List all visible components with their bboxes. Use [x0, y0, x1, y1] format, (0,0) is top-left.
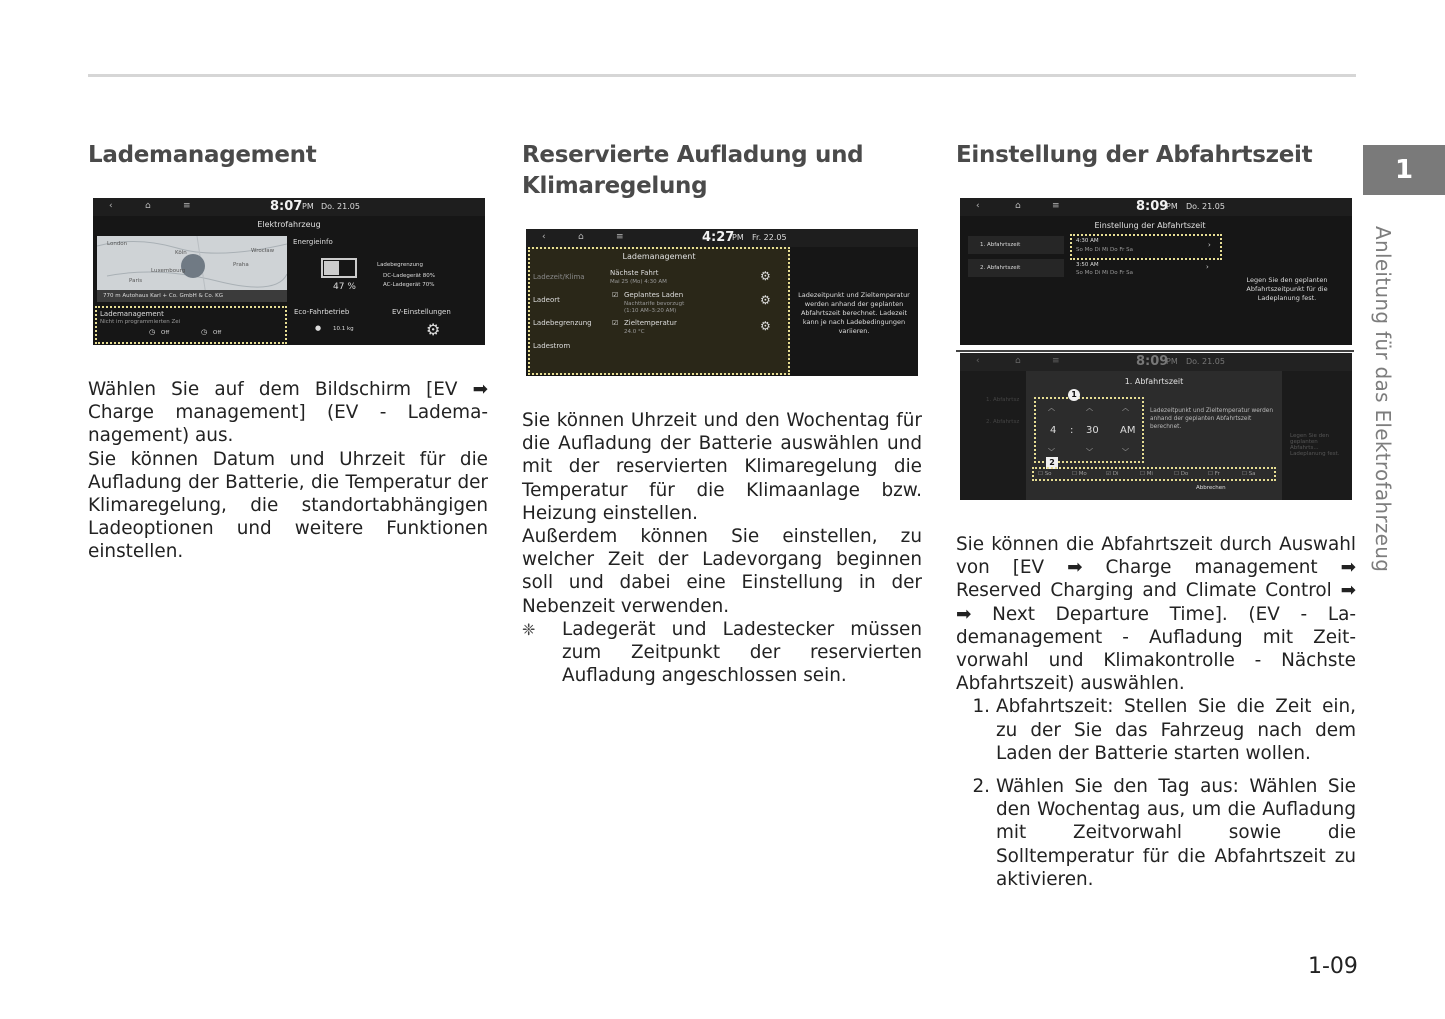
step-text: Abfahrtszeit: Stellen Sie die Zeit ein, zu der Sie das Fahrzeug nach dem Laden der Batterie starten wollen. — [996, 696, 1356, 764]
map-label: Köln — [175, 250, 187, 256]
up-arrow-icon[interactable]: ︿ — [1048, 404, 1055, 412]
info-text: Legen Sie den geplanten Abfahrtszeitpunkt für die Ladeplanung fest. — [1246, 276, 1328, 302]
departure-item-2[interactable] — [968, 259, 1064, 277]
section-lademanagement — [88, 140, 488, 171]
item-label: 1. Abfahrtszeit — [980, 242, 1021, 248]
dc-limit: DC-Ladegerät 80% — [383, 273, 436, 279]
clock-date: Do. 21.05 — [321, 202, 360, 211]
day-checkbox[interactable]: ☐ Fr — [1208, 471, 1220, 477]
up-arrow-icon[interactable]: ︿ — [1122, 404, 1129, 412]
map-label: Luxembourg — [151, 268, 186, 274]
target-temp-label: Zieltemperatur — [624, 319, 677, 327]
body-abfahrtszeit — [956, 533, 1356, 891]
menu-item-charge-limit[interactable]: Ladebegrenzung — [533, 319, 592, 327]
timer-icon: ◷ — [149, 328, 156, 336]
day-label: Fr — [1214, 471, 1220, 477]
planned-charge-time: (1:10 AM–3:20 AM) — [624, 308, 677, 314]
step-number: 2. — [972, 776, 990, 798]
climate-off: Off — [213, 330, 222, 336]
screenshot-abfahrtszeit-edit — [960, 353, 1352, 500]
clock-ampm: PM — [1166, 202, 1178, 211]
time-picker-dialog — [1026, 371, 1282, 500]
day-label: Mo — [1078, 471, 1087, 477]
background-info: Legen Sie den geplanten Abfahrts... Ladeplanung fest. — [1290, 433, 1340, 457]
menu-icon[interactable]: ≡ — [616, 232, 624, 242]
map-label: London — [107, 241, 128, 247]
hour-value[interactable]: 4 — [1050, 425, 1057, 436]
step-text: Wählen Sie den Tag aus: Wählen Sie den Wochentag aus, um die Aufladung mit Zeitvorwahl sowie die Solltemperatur für die Abfahrtszeit zu aktivieren. — [996, 776, 1356, 890]
screenshot-divider — [956, 350, 1354, 352]
clock-date: Do. 21.05 — [1186, 357, 1225, 366]
marker-2: 2 — [1046, 457, 1058, 469]
paragraph: Sie können die Abfahrtszeit durch Auswahl von [EV ➡ Charge management ➡ Reserved Charging and Climate Control ➡ ➡ Next Departure Time]. (EV - Lademanagement - Aufladung mit Zeitvorwahl und Klimakontrolle - Nächste Abfahrtszeit) auswählen. — [956, 534, 1356, 695]
checkbox-icon[interactable]: ☑ — [612, 319, 619, 327]
step-item — [956, 695, 1356, 765]
gear-icon[interactable]: ⚙ — [760, 319, 771, 333]
gear-icon[interactable]: ⚙ — [760, 293, 771, 307]
background-item: 2. Abfahrtsz — [986, 419, 1020, 425]
background-item: 1. Abfahrtsz — [986, 397, 1020, 403]
map-label: Wrocław — [251, 248, 275, 254]
note — [522, 618, 922, 688]
time-separator: : — [1070, 425, 1074, 436]
timer-off: Off — [161, 330, 170, 336]
tile-sub: Nicht im programmierten Zei — [100, 319, 181, 325]
screenshot-elektrofahrzeug — [93, 198, 485, 345]
departure-item-1[interactable] — [968, 236, 1064, 254]
back-icon[interactable]: ‹ — [542, 232, 546, 242]
down-arrow-icon[interactable]: ﹀ — [1122, 448, 1129, 456]
departure-time: 4:30 AM — [1076, 238, 1099, 244]
day-label: Mi — [1146, 471, 1153, 477]
screen-title: Elektrofahrzeug — [257, 220, 321, 229]
home-icon[interactable]: ⌂ — [1015, 356, 1021, 366]
weekday-selector[interactable] — [1032, 467, 1276, 481]
menu-icon[interactable]: ≡ — [1052, 356, 1060, 366]
note-text: Ladegerät und Ladestecker müssen zum Zeitpunkt der reservierten Aufladung angeschlossen sein. — [562, 618, 922, 687]
ac-limit: AC-Ladegerät 70% — [383, 282, 435, 288]
home-icon[interactable]: ⌂ — [578, 232, 584, 242]
tile-label: Lademanagement — [100, 310, 164, 318]
body-reservierte-aufladung — [522, 409, 922, 687]
day-checkbox[interactable]: ☐ Do — [1174, 471, 1189, 477]
chevron-right-icon: › — [1208, 241, 1211, 249]
ampm-value[interactable]: AM — [1120, 425, 1136, 436]
day-checkbox[interactable]: ☐ So — [1038, 471, 1052, 477]
clock-time: 4:27 — [702, 230, 735, 245]
next-trip-time: Mai 25 (Mo) 4:30 AM — [610, 279, 667, 285]
paragraph: Wählen Sie auf dem Bildschirm [EV ➡ Charge management] (EV - Lademanagement) aus. — [88, 379, 488, 447]
day-checkbox[interactable]: ☑ Di — [1106, 471, 1119, 477]
panel-title: Lademanagement — [622, 252, 696, 261]
section-title: Reservierte Aufladung und Klimaregelung — [522, 142, 864, 199]
battery-icon — [321, 258, 357, 278]
chapter-title: Anleitung für das Elektrofahrzeug — [1371, 226, 1395, 573]
map-label: Praha — [233, 262, 249, 268]
note-icon: ❈ — [522, 619, 536, 639]
clock-ampm: PM — [732, 233, 744, 242]
day-label: Di — [1112, 471, 1119, 477]
clock-ampm: PM — [302, 202, 314, 211]
departure-time-1-row[interactable] — [1070, 234, 1222, 260]
down-arrow-icon[interactable]: ﹀ — [1048, 448, 1055, 456]
marker-1: 1 — [1068, 389, 1080, 401]
gear-icon[interactable]: ⚙ — [426, 320, 441, 339]
dialog-title: 1. Abfahrtszeit — [1124, 377, 1184, 386]
co2-icon: ● — [315, 324, 322, 332]
clock-date: Do. 21.05 — [1186, 202, 1225, 211]
screenshot-abfahrtszeit-list — [960, 198, 1352, 345]
gear-icon[interactable]: ⚙ — [760, 269, 771, 283]
back-icon[interactable]: ‹ — [109, 201, 113, 211]
paragraph: Sie können Uhrzeit und den Wochentag für die Aufladung der Batterie auswählen und mit der reservierten Klimaregelung die Temperatur für die Klimaanlage bzw. Heizung einstellen. — [522, 410, 922, 524]
screen-title: Einstellung der Abfahrtszeit — [1094, 221, 1206, 230]
section-title: Lademanagement — [88, 142, 317, 168]
route-info: 770 m Autohaus Karl + Co. GmbH & Co. KG — [103, 293, 223, 299]
menu-item-charge-location[interactable]: Ladeort — [533, 296, 560, 304]
eco-driving-label[interactable]: Eco-Fahrbetrieb — [294, 308, 350, 316]
battery-percent: 47 % — [333, 282, 356, 292]
departure-days: So Mo Di Mi Do Fr Sa — [1076, 270, 1133, 276]
chevron-right-icon[interactable]: › — [1206, 263, 1209, 271]
info-text: Ladezeitpunkt und Zieltemperatur werden anhand der geplanten Abfahrtszeit berechnet. Ladezeit kann je nach Ladebedingungen variieren. — [798, 291, 910, 335]
menu-icon[interactable]: ≡ — [1052, 201, 1060, 211]
cancel-button[interactable]: Abbrechen — [1196, 485, 1226, 491]
charge-management-tile[interactable] — [95, 306, 287, 344]
day-checkbox[interactable]: ☐ Mo — [1072, 471, 1087, 477]
clock-time: 8:09 — [1136, 354, 1169, 369]
time-picker[interactable] — [1034, 397, 1144, 463]
departure-time: 3:50 AM — [1076, 262, 1099, 268]
step-item — [956, 775, 1356, 891]
target-temp-value: 24.0 °C — [624, 329, 645, 335]
day-label: Sa — [1248, 471, 1256, 477]
item-label: 2. Abfahrtszeit — [980, 265, 1021, 271]
day-checkbox[interactable]: ☐ Mi — [1140, 471, 1153, 477]
checkbox-icon[interactable]: ☑ — [612, 291, 619, 299]
map-label: Paris — [129, 278, 143, 284]
home-icon[interactable]: ⌂ — [1015, 201, 1021, 211]
paragraph: Außerdem können Sie einstellen, zu welcher Zeit der Ladevorgang beginnen soll und dabei eine Einstellung in der Nebenzeit verwenden. — [522, 526, 922, 617]
minute-value[interactable]: 30 — [1086, 425, 1099, 436]
section-reservierte-aufladung — [522, 140, 922, 202]
clock-date: Fr. 22.05 — [752, 233, 787, 242]
charge-limit-label: Ladebegrenzung — [377, 262, 424, 268]
clock-ampm: PM — [1166, 357, 1178, 366]
day-label: Do — [1180, 471, 1189, 477]
charge-settings-panel — [528, 247, 790, 375]
steps-list — [956, 695, 1356, 891]
paragraph: Sie können Datum und Uhrzeit für die Aufladung der Batterie, die Temperatur der Klimaregelung, die standortabhängigen Ladeoptionen und weitere Funktionen einstellen. — [88, 448, 488, 563]
menu-item-charge-time[interactable]: Ladezeit/Klima — [533, 273, 585, 281]
day-checkbox[interactable]: ☐ Sa — [1242, 471, 1256, 477]
next-trip-label[interactable]: Nächste Fahrt — [610, 269, 659, 277]
down-arrow-icon[interactable]: ﹀ — [1086, 448, 1093, 456]
menu-icon[interactable]: ≡ — [183, 201, 191, 211]
page-number: 1-09 — [1308, 954, 1358, 979]
location-marker-icon — [181, 254, 205, 278]
clock-time: 8:09 — [1136, 199, 1169, 214]
screenshot-lademanagement — [526, 229, 918, 376]
info-text: Ladezeitpunkt und Zieltemperatur werden anhand der geplanten Abfahrtszeit berechnet. — [1150, 408, 1273, 430]
home-icon[interactable]: ⌂ — [145, 201, 151, 211]
header-rule — [88, 74, 1356, 77]
chapter-tab: 1 — [1363, 145, 1445, 195]
body-lademanagement — [88, 378, 488, 564]
day-label: So — [1044, 471, 1052, 477]
up-arrow-icon[interactable]: ︿ — [1086, 404, 1093, 412]
clock-time: 8:07 — [270, 199, 303, 214]
step-number: 1. — [972, 696, 990, 718]
planned-charge-sub: Nachttarife bevorzugt — [624, 301, 685, 307]
back-icon[interactable]: ‹ — [976, 201, 980, 211]
map-view[interactable] — [97, 236, 287, 302]
eco-value: 10.1 kg — [333, 326, 354, 332]
departure-days: So Mo Di Mi Do Fr Sa — [1076, 247, 1133, 253]
section-abfahrtszeit — [956, 140, 1356, 171]
ev-settings-label[interactable]: EV-Einstellungen — [392, 308, 451, 316]
energy-info-label: Energieinfo — [293, 238, 333, 246]
section-title: Einstellung der Abfahrtszeit — [956, 142, 1313, 168]
back-icon[interactable]: ‹ — [976, 356, 980, 366]
menu-item-charge-current[interactable]: Ladestrom — [533, 342, 571, 350]
planned-charge-label: Geplantes Laden — [624, 291, 684, 299]
climate-timer-icon: ◷ — [201, 328, 208, 336]
